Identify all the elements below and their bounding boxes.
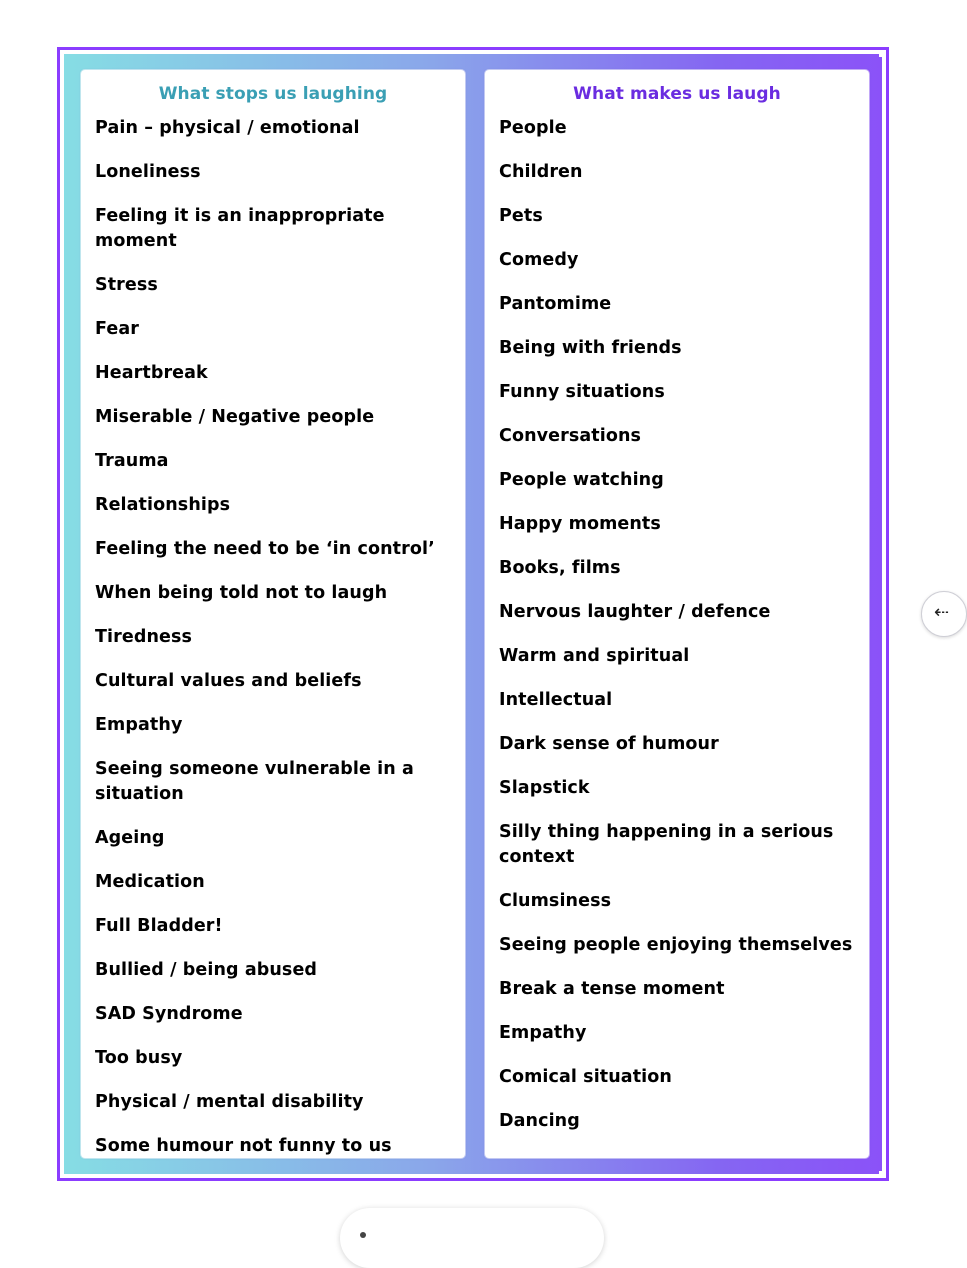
list-item[interactable]: Bullied / being abused: [95, 960, 318, 980]
list-item[interactable]: Silly thing happening in a serious context: [499, 822, 834, 867]
list-item[interactable]: Ageing: [95, 828, 165, 848]
list-item[interactable]: Intellectual: [499, 690, 613, 710]
list-item[interactable]: Being with friends: [499, 338, 682, 358]
list-item[interactable]: Physical / mental disability: [95, 1092, 364, 1112]
left-column-list: [95, 116, 451, 1159]
list-item[interactable]: Relationships: [95, 495, 231, 515]
list-item[interactable]: Stress: [95, 275, 158, 295]
list-item[interactable]: Pain – physical / emotional: [95, 118, 360, 138]
list-item[interactable]: Too busy: [95, 1048, 183, 1068]
left-column-card[interactable]: [81, 70, 465, 1158]
list-item[interactable]: Feeling it is an inappropriate moment: [95, 206, 385, 251]
list-item[interactable]: SAD Syndrome: [95, 1004, 243, 1024]
list-item[interactable]: Dark sense of humour: [499, 734, 719, 754]
list-item[interactable]: Heartbreak: [95, 363, 208, 383]
list-item[interactable]: Break a tense moment: [499, 979, 725, 999]
list-item[interactable]: Warm and spiritual: [499, 646, 690, 666]
list-item[interactable]: Comical situation: [499, 1067, 672, 1087]
list-item[interactable]: Nervous laughter / defence: [499, 602, 771, 622]
list-item[interactable]: Some humour not funny to us: [95, 1136, 392, 1156]
list-item[interactable]: Loneliness: [95, 162, 201, 182]
list-item[interactable]: Slapstick: [499, 778, 590, 798]
right-column-title[interactable]: What makes us laugh: [573, 84, 781, 104]
list-item[interactable]: Full Bladder!: [95, 916, 223, 936]
list-item[interactable]: Seeing people enjoying themselves: [499, 935, 853, 955]
list-item[interactable]: Cultural values and beliefs: [95, 671, 362, 691]
gradient-background: [64, 54, 882, 1174]
list-item[interactable]: When being told not to laugh: [95, 583, 388, 603]
list-item[interactable]: Dancing: [499, 1111, 580, 1131]
right-column-card[interactable]: [485, 70, 869, 1158]
list-item[interactable]: Trauma: [95, 451, 169, 471]
list-item[interactable]: Children: [499, 162, 583, 182]
list-item[interactable]: Fear: [95, 319, 139, 339]
left-column-title[interactable]: What stops us laughing: [158, 84, 388, 104]
list-item[interactable]: Conversations: [499, 426, 642, 446]
list-item[interactable]: Miserable / Negative people: [95, 407, 375, 427]
design-frame[interactable]: [57, 47, 889, 1181]
bottom-toolbar[interactable]: [340, 1208, 604, 1268]
list-item[interactable]: Seeing someone vulnerable in a situation: [95, 759, 414, 804]
right-column-list: [499, 116, 855, 1134]
list-item[interactable]: Pantomime: [499, 294, 612, 314]
list-item[interactable]: Funny situations: [499, 382, 665, 402]
list-item[interactable]: Clumsiness: [499, 891, 612, 911]
list-item[interactable]: People: [499, 118, 567, 138]
list-item[interactable]: Comedy: [499, 250, 579, 270]
resize-handle-bottom-right[interactable]: [879, 1171, 886, 1178]
collapse-panel-button[interactable]: [921, 591, 967, 637]
list-item[interactable]: Tiredness: [95, 627, 193, 647]
list-item[interactable]: Empathy: [499, 1023, 587, 1043]
arrow-left-icon: ⇠: [934, 602, 950, 623]
list-item[interactable]: Empathy: [95, 715, 183, 735]
list-item[interactable]: Books, films: [499, 558, 621, 578]
list-item[interactable]: Feeling the need to be ‘in control’: [95, 539, 435, 559]
list-item[interactable]: Happy moments: [499, 514, 661, 534]
list-item[interactable]: People watching: [499, 470, 664, 490]
list-item[interactable]: Medication: [95, 872, 205, 892]
toolbar-dot-icon: [360, 1232, 366, 1238]
list-item[interactable]: Pets: [499, 206, 543, 226]
resize-handle-top-right[interactable]: [879, 50, 886, 57]
